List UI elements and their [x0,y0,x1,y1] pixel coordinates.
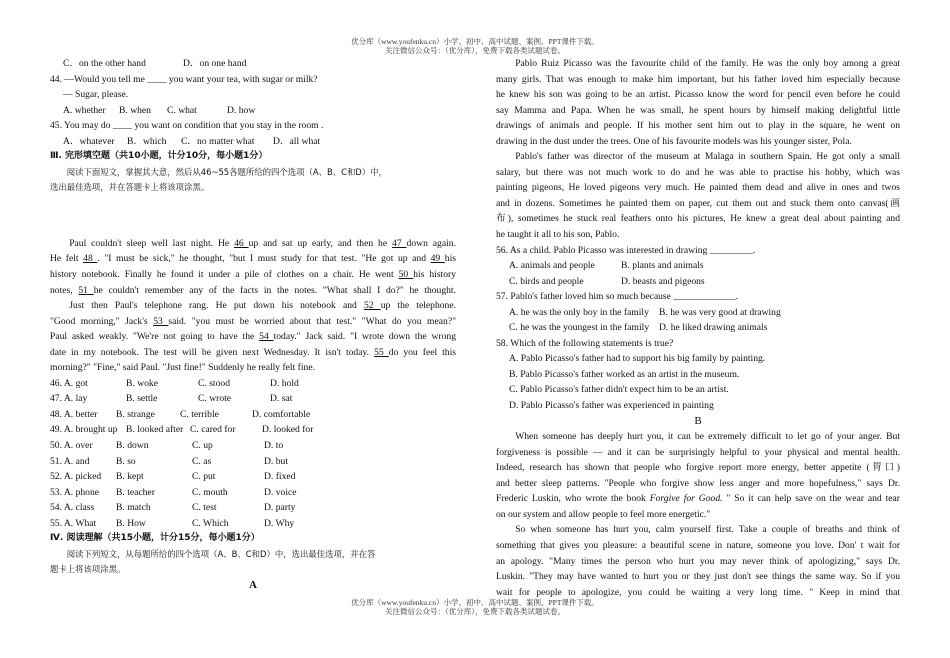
blank-49: 49 [430,253,445,265]
footer-line-1: 优分库（www.youfenku.cn）小学、初中、高中试题、案例、PPT课件下载。 [351,598,599,607]
text-line: and better sleep patterns. "People who forgive show less anger and more hopefulness," says Dr. [496,477,900,489]
q55-options: 55. A. What B. How C. Which D. Why [50,517,295,529]
blank-55: 55 [374,346,389,358]
text-line: So when someone has hurt you, calm yourself first. Take a couple of breaths and think of [515,524,900,536]
q43-options [50,56,456,72]
q44-option-d: D. how [227,104,256,116]
text-line: on our system and allow people to feel more energetic." [496,508,711,520]
text-line: salary, but there was not much work to do and he was able to practise his hobby, which was [496,166,900,178]
cloze-options [50,376,456,531]
q44-option-c: C. what [167,104,197,116]
passage-b-paragraph-1 [496,429,900,522]
text-line: an apology. "Many times the person who hurt you may never think of apologizing," says Dr. [496,555,900,567]
passage-a-paragraph-1 [496,56,900,149]
blank-47: 47 [392,237,407,249]
q56-options-row-2: C. birds and people D. beasts and pigeons [509,275,705,287]
book-title: Forgive for Good. [649,493,723,505]
q44-option-a: A. whether [63,104,106,116]
q52-options: 52. A. picked B. kept C. put D. fixed [50,471,296,483]
q58-stem: 58. Which of the following statements is true? [496,337,674,349]
section-3-instruction-1: 阅读下面短文，掌握其大意，然后从46~55各题所给的四个选项（A、B、C和D）中， [66,166,387,177]
q48-options: 48. A. better B. strange C. terrible D. comfortable [50,408,311,420]
q50-options: 50. A. over B. down C. up D. to [50,440,284,452]
text-line: and in dozens. Sometimes he painted them on paper, cut them out and stuck them onto canvas(画 [496,197,900,209]
text-line: he knew his son was going to be an artist. Picasso know the word for pencil even before he could [496,89,900,101]
q47-options: 47. A. lay B. settle C. wrote D. sat [50,393,293,405]
q57-options-row-1: A. he was the only boy in the family B. he was very good at drawing [509,306,781,318]
q45-option-a: A．whatever [63,135,115,147]
blank-46: 46 [234,237,249,249]
text-line: Pablo Ruiz Picasso was the favourite child of the family. He was the only boy among a great [515,58,900,69]
text-line: drawing in the dust under the trees. One of his favourite models was his younger sister, Pola. [496,135,852,147]
page-footer [0,598,950,616]
q56-options-row-1: A. animals and people B. plants and animals [509,260,704,272]
passage-a-label: A [249,578,257,591]
q44-option-b: B. when [119,104,151,116]
q58-option-a: A. Pablo Picasso's father had to support his big family by painting. [509,353,766,365]
q45-stem: 45. You may do ____ you want on condition that you stay in the room . [50,120,324,132]
text-line: wait for people to apologize, you could be waiting a very long time. " Keep in mind that [496,586,900,598]
q44-reply: — Sugar, please. [63,89,129,101]
blank-53: 53 [153,315,169,327]
text-line: Luskin. "They may have wanted to hurt you or they just don't see things the same way. So if you [496,571,900,583]
cloze-line: Paul asked weakly. "We're not going to have the 54 today." Jack said. "I wrote down the wrong [50,331,456,343]
text-line: 布), sometimes he stuck real feathers onto his pictures, He knew a great deal about painting and [496,213,900,225]
section-3-title: Ⅲ. 完形填空题（共10小题，计分10分，每小题1分） [50,151,268,162]
section-3-instruction-2: 选出最佳选项，并在答题卡上将该项涂黑。 [50,182,210,193]
text-line: say Mamma and Papa. When he was small, he spent hours by himself making delightful little [496,104,900,116]
q44-options [50,103,456,119]
page-header [0,37,950,55]
cloze-passage [50,236,456,376]
blank-48: 48 [83,253,98,265]
blank-54: 54 [259,331,274,343]
text-line: something that gives you pleasure: a beautiful scene in nature, someone you love. Don' t wait for [496,539,900,551]
passage-a-paragraph-2 [496,149,900,242]
spacer [50,196,456,236]
text-line: Indeed, research has shown that people who forgive report more energy, better appetite (胃口) [496,462,900,474]
q56-stem: 56. As a child. Pablo Picasso was interested in drawing _________. [496,244,756,256]
q45-option-b: B．which [127,135,167,147]
header-line-1: 优分库（www.youfenku.cn）小学、初中、高中试题、案例、PPT课件下载。 [351,37,599,46]
cloze-line: history notebook. Finally he found it under a pile of clothes on a chair. He went 50 his history [50,269,456,281]
text-line: forgiveness is possible — and it can be surprisingly helpful to your physical and mental health. [496,446,900,458]
q51-options: 51. A. and B. so C. as D. but [50,455,288,467]
text-line: many girls. That was enough to make him important, but his father loved him especially because [496,73,900,85]
text-line: When someone has deeply hurt you, it can be extremely difficult to let go of your anger. But [515,431,900,443]
right-column [496,56,900,600]
cloze-line: date in my notebook. The test will be given next Wednesday. It isn't today. 55 do you feel this [50,346,456,358]
blank-52: 52 [363,300,381,312]
q57-stem: 57. Pablo's father loved him so much because _____________. [496,291,739,303]
header-line-2: 关注微信公众号：（优分库），免费下载各类试题试卷。 [385,46,565,55]
q45-option-c: C．no matter what [181,135,255,147]
text-line: Pablo's father was director of the museum at Malaga in southern Spain. He got only a small [515,151,900,163]
cloze-line: morning?" "Fine," said Paul. "Just fine!" Suddenly he really felt fine. [50,362,315,374]
text-line: he taught it all to his son, Pablo. [496,229,620,241]
text-line: painting pigeons, He loved pigeons very much. He painted them dead and alive in ones and twos [496,182,900,194]
blank-51: 51 [78,284,94,296]
text-line: drawings of animals and people. If his mother sent him out to play in the square, he went on [496,120,900,132]
section-4-title: Ⅳ. 阅读理解（共15小题，计分15分，每小题1分） [50,533,260,544]
q54-options: 54. A. class B. match C. test D. party [50,502,296,514]
cloze-line: notes, 51 he couldn't remember any of the facts in the notes. "What shall I do?" he thought. [50,284,456,296]
cloze-line: Just then Paul's telephone rang. He put down his notebook and 52 up the telephone. [69,300,456,312]
q45-option-d: D．all what [273,135,321,147]
q58-option-d: D. Pablo Picasso's father was experienced in painting [509,400,714,412]
left-column [50,56,456,594]
q43-option-d: D．on one hand [183,58,247,69]
q58-option-b: B. Pablo Picasso's father worked as an artist in the museum. [509,368,740,380]
passage-b-label: B [694,414,702,427]
section-4-instruction-1: 阅读下列短文，从每题所给的四个选项（A、B、C和D）中，选出最佳选项，并在答 [66,548,376,559]
q57-options-row-2: C. he was the youngest in the family D. he liked drawing animals [509,322,768,334]
q49-options: 49. A. brought up B. looked after C. cared for D. looked for [50,424,314,436]
blank-50: 50 [398,269,414,281]
cloze-line: "Good morning," Jack's 53 said. "you must be worried about that test." "What do you mean?" [50,315,456,327]
section-4-instruction-2: 题卡上将该项涂黑。 [50,564,126,575]
q45-options [50,134,456,150]
cloze-line: He felt 48 . "I must be sick," he thought, "but I must study for that test. "He got up and 49 his [50,253,456,265]
text-line: Frederic Luskin, who wrote the book Forgive for Good. " So it can help save on the wear and tear [496,493,900,505]
q44-stem: 44. —Would you tell me ____ you want your tea, with sugar or milk? [50,73,318,85]
q46-options: 46. A. got B. woke C. stood D. hold [50,377,299,389]
footer-line-2: 关注微信公众号：（优分库），免费下载各类试题试卷。 [385,607,565,616]
passage-b-paragraph-2 [496,522,900,600]
q43-option-c: C．on the other hand [63,58,146,69]
q58-option-c: C. Pablo Picasso's father didn't expect him to be an artist. [509,384,729,396]
q53-options: 53. A. phone B. teacher C. mouth D. voice [50,486,297,498]
cloze-line: Paul couldn't sleep well last night. He 46 up and sat up early, and then he 47 down again. [69,237,456,249]
